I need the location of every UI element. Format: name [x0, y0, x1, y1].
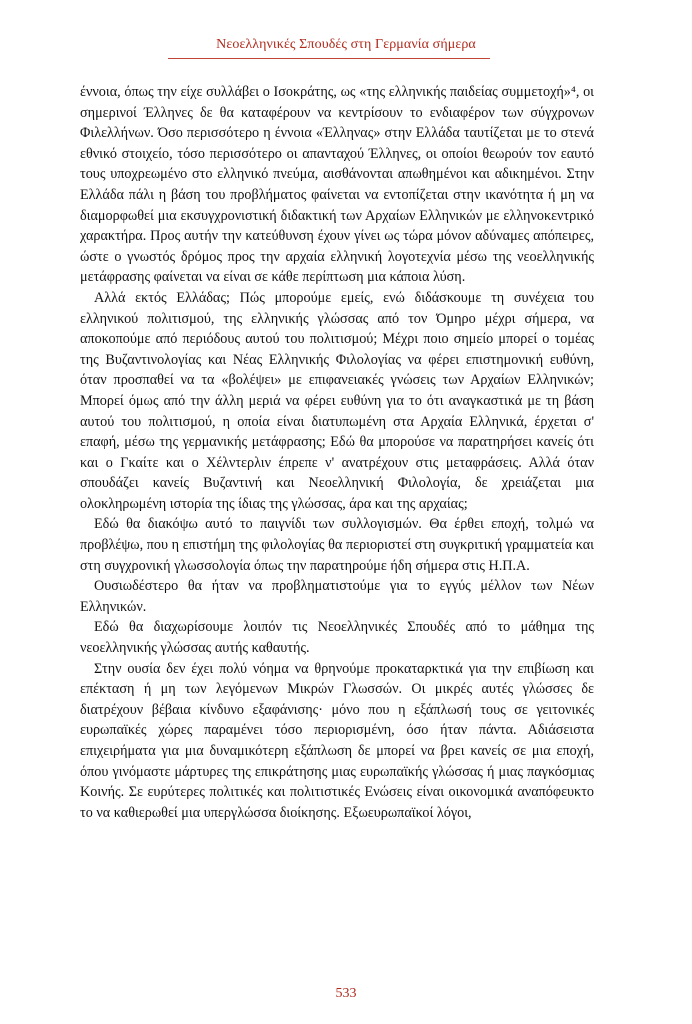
paragraph-5: Εδώ θα διαχωρίσουμε λοιπόν τις Νεοελληνικές Σπουδές από το μάθημα της νεοελληνικής γλώσσας αυτής καθαυτής. [80, 619, 594, 657]
paragraph-6: Στην ουσία δεν έχει πολύ νόημα να θρηνούμε προκαταρκτικά για την επιβίωση και επέκταση ή μη των λεγόμενων Μικρών Γλωσσών. Οι μικρές αυτές γλώσσες δε διατρέχουν βέβαια κίνδυνο εξαφάνισης· μόνο που η εξάπλωσή τους σε γειτονικές ευρωπαϊκές χώρες παραμένει τόσο περιορισμένη, όσο ήταν πάντα. Αδιάσειστα επιχειρήματα για μια δυναμικότερη εξάπλωση δε μπορεί να βρει κανείς σε μια εποχή, όπου γινόμαστε μάρτυρες της επικράτησης μιας ευρωπαϊκής γλώσσας ή μιας παγκόσμιας Κοινής. Σε ευρύτερες πολιτικές και πολιτιστικές Ενώσεις είναι οικονομικά αναπόφευκτο το να καθιερωθεί μια υπεργλώσσα διοίκησης. Εξωευρωπαϊκοί λόγοι, [80, 660, 594, 821]
running-title: Νεοελληνικές Σπουδές στη Γερμανία σήμερα [216, 37, 476, 52]
paragraph-2: Αλλά εκτός Ελλάδας; Πώς μπορούμε εμείς, ενώ διδάσκουμε τη συνέχεια του ελληνικού πολιτισμού, της ελληνικής γλώσσας από τον Όμηρο μέχρι σήμερα, να αποκοπούμε από περιόδους αυτού του πολιτισμού; Μέχρι ποιο σημείο μπορεί ο τομέας της Βυζαντινολογίας και Νέας Ελληνικής Φιλολογίας να φέρει επιστημονική ευθύνη, όταν προσπαθεί να τα «βολέψει» με επιφανειακές γνώσεις των Αρχαίων Ελληνικών; Μπορεί όμως από την άλλη μεριά να φέρει ευθύνη για το ότι αναγκαστικά με τη βάση αυτού του πολιτισμού, η οποία είναι διατυπωμένη στα Αρχαία Ελληνικά, έρχεται σ' επαφή, μέσω της γερμανικής μετάφρασης; Εδώ θα μπορούσε να παρατηρήσει κανείς ότι και ο Γκαίτε και ο Χέλντερλιν έπρεπε ν' ανατρέχουν στις μεταφράσεις. Αλλά όταν σπουδάζει κανείς Βυζαντινή και Νεοελληνική Φιλολογία, δε χρειάζεται μια ολοκληρωμένη ιστορία της ίδιας της γλώσσας, άρα και της αρχαίας; [80, 289, 594, 512]
paragraph-4: Ουσιωδέστερο θα ήταν να προβληματιστούμε για το εγγύς μέλλον των Νέων Ελληνικών. [80, 578, 594, 615]
header-rule [168, 58, 490, 59]
paragraph-3: Εδώ θα διακόψω αυτό το παιγνίδι των συλλογισμών. Θα έρθει εποχή, τολμώ να προβλέψω, που η επιστήμη της φιλολογίας θα περιοριστεί στη συγκριτική γραμματεία και στη συγχρονική γλωσσολογία όπως την παρατηρούμε ήδη σήμερα στις Η.Π.Α. [80, 516, 594, 574]
paragraph-1: έννοια, όπως την είχε συλλάβει ο Ισοκράτης, ως «της ελληνικής παιδείας συμμετοχή»⁴, οι σημερινοί Έλληνες δε θα καταφέρουν να κεντρίσουν το ενδιαφέρον των σύγχρονων Φιλελλήνων. Όσο περισσότερο η έννοια «Έλληνας» στην Ελλάδα ταυτίζεται με το στενά εθνικό στοιχείο, τόσο περισσότερο οι απανταχού Έλληνες, οι οποίοι θεωρούν τον εαυτό τους υποχρεωμένο στο ελληνικό πνεύμα, αισθάνονται απωθημένοι και αδικημένοι. Στην Ελλάδα πάλι η βάση του προβλήματος φαίνεται να εντοπίζεται στην ικανότητα ή μη να διαμορφωθεί μια εκσυγχρονιστική διδακτική των Αρχαίων Ελληνικών με ελληνοκεντρικό χαρακτήρα. Προς αυτήν την κατεύθυνση έχουν γίνει ως τώρα μόνον αδύναμες απόπειρες, ώστε ο γνωστός δρόμος προς την αρχαία ελληνική λογοτεχνία μέσω της νεοελληνικής μετάφρασης φαίνεται να είναι σε κάθε περίπτωση μια κάποια λύση. [80, 84, 594, 286]
body-text [80, 82, 594, 823]
page-number: 533 [335, 986, 357, 1001]
